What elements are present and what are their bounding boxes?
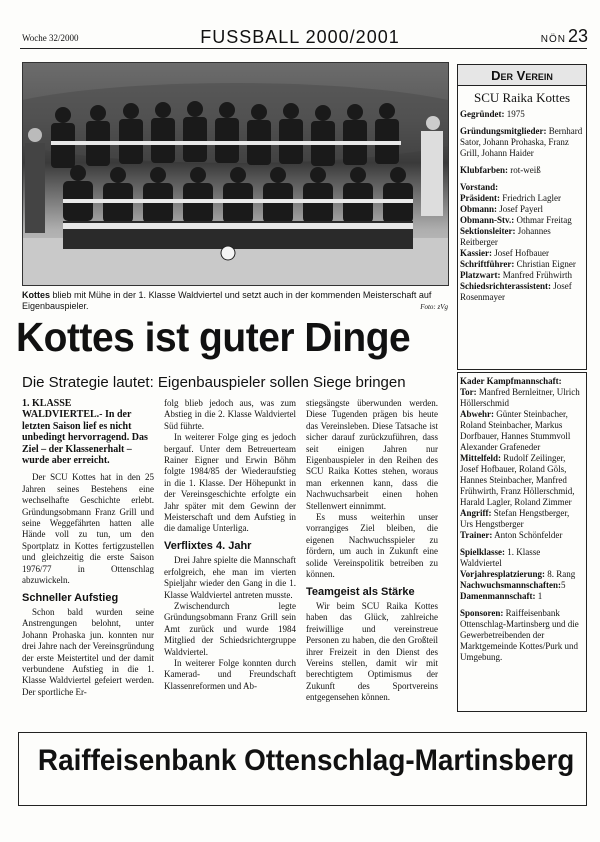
goalkeepers-label: Tor: [460,387,477,397]
team-photo [22,62,449,286]
section-heading: Teamgeist als Stärke [306,585,415,598]
colors-value: rot-weiß [508,165,541,175]
team-photo-illustration [23,63,448,285]
defense-value: Günter Steinbacher, Roland Steinbacher, Markus Dorfbauer, Hannes Stummvoll Alexander Grafeneder [460,409,571,452]
caption-bold: Kottes [22,290,51,300]
section-heading: Verflixtes 4. Jahr [164,539,252,552]
board-heading [460,182,584,193]
founded-row [460,109,584,120]
photo-caption [22,290,448,312]
league-row [460,547,584,569]
defense-row [460,409,584,453]
referee-row [460,281,584,303]
treasurer-row [460,248,584,259]
secretary-value: Christian Eigner [514,259,576,269]
vice-row [460,215,584,226]
midfield-label: Mittelfeld: [460,453,501,463]
section-lead-value: Johannes Reitberger [460,226,551,247]
founded-value: 1975 [504,109,525,119]
goalkeepers-value: Manfred Bernleitner, Ulrich Höllerschmid [460,387,580,408]
previous-rank-row [460,569,584,580]
chair-label: Obmann: [460,204,498,214]
section-heading: Schneller Aufstieg [22,591,119,604]
founders-value: Bernhard Sator, Johann Prohaska, Franz Grill, Johann Haider [460,126,583,158]
paragraph: Zwischendurch legte Gründungsobmann Franz Grill sein Amt zurück und wurde 1984 Mitglied der Schiedsrichtergruppe Waldviertel. [164,600,296,657]
coach-row [460,530,584,541]
founders-label: Gründungsmitglieder: [460,126,547,136]
vice-value: Othmar Freitag [514,215,572,225]
defense-label: Abwehr: [460,409,494,419]
youth-teams-label: Nachwuchsmannschaften: [460,580,562,590]
treasurer-label: Kassier: [460,248,492,258]
paragraph: Der SCU Kottes hat in den 25 Jahren seines Bestehens eine wechselhafte Geschichte erlebt. Gründungsobmann Franz Grill und seine Weggefährten hatten alle Hände voll zu tun, um den Sportplatz in Kottes fertigzustellen und gleichzeitig die erste Saison 1976/77 in Ottenschlag abzuwickeln. [22,472,154,586]
sponsors-label: Sponsoren: [460,608,504,618]
club-info-body [460,90,584,303]
section-lead-label: Sektionsleiter: [460,226,516,236]
squad-info-body [460,376,584,663]
founders-row [460,126,584,159]
league-label: Spielklasse: [460,547,506,557]
headline: Kottes ist guter Dinge [16,314,411,360]
page-number [541,26,588,47]
founded-label: Gegründet: [460,109,505,119]
page-number-value: 23 [567,26,588,46]
midfield-row [460,453,584,508]
previous-rank-label: Vorjahresplatzierung: [460,569,545,579]
issue-label: Woche 32/2000 [22,33,79,43]
attack-value: Stefan Hengstberger, Urs Hengstberger [460,508,570,529]
groundskeeper-row [460,270,584,281]
women-team-label: Damenmannschaft: [460,591,536,601]
advertisement-text: Raiffeisenbank Ottenschlag-Martinsberg [37,744,575,777]
paragraph: Drei Jahre spielte die Mannschaft erfolgreich, ehe man im vierten Spieljahr wieder den Gang in die 1. Klasse Waldviertel antreten musste. [164,555,296,600]
vice-label: Obmann-Stv.: [460,215,515,225]
attack-row [460,508,584,530]
photo-credit: Foto: zVg [420,303,448,311]
sponsors-row [460,608,584,663]
president-value: Friedrich Lagler [500,193,561,203]
chair-row [460,204,584,215]
squad-label: Kader Kampfmannschaft: [460,376,562,386]
women-team-row [460,591,584,602]
president-label: Präsident: [460,193,500,203]
groundskeeper-value: Manfred Frühwirth [500,270,572,280]
colors-row [460,165,584,176]
paragraph: In weiterer Folge konnten durch Kamerad- und Freundschaft Klassenreformen und Ab- [164,657,296,691]
coach-label: Trainer: [460,530,493,540]
sponsors-value: Raiffeisenbank Ottenschlag-Martinsberg und die Gewerbetreibenden der Marktgemeinde Kottes/Purk und Umgebung. [460,608,579,662]
midfield-value: Rudolf Zeilinger, Josef Hofbauer, Roland Göls, Hannes Steinbacher, Manfred Frühwirth, Franz Höllerschmid, Harald Lagler, Roland Zimmer [460,453,575,507]
caption-text: blieb mit Mühe in der 1. Klasse Waldviertel und setzt auch in der kommenden Meisterschaft auf Eigenbauspieler. [22,290,432,311]
paragraph: folg blieb jedoch aus, was zum Abstieg in die 2. Klasse Waldviertel Süd führte. [164,398,296,431]
president-row [460,193,584,204]
subheadline: Die Strategie lautet: Eigenbauspieler sollen Siege bringen [22,374,406,391]
referee-label: Schiedsrichterassistent: [460,281,551,291]
header-rule [20,48,587,49]
paragraph: Schon bald wurden seine Anstrengungen belohnt, unter Johann Prohaska jun. konnten nur drei Jahre nach der Vereinsgründung der erste Meistertitel und der damit verbundene Aufstieg in die 1. Klasse Waldviertel gefeiert werden. Der sportliche Er- [22,606,154,697]
paragraph: In weiterer Folge ging es jedoch bergauf. Unter dem Betreuerteam Rainer Eigner und Erwin Böhm folgte 1984/85 der Wiederaufstieg in die 1. Klasse. Der Höhepunkt in der Vereinsgeschichte erfolgte ein Jahr später mit dem Gewinn der Meisterschaft und dem Aufstieg in die damalige Unterliga. [164,432,296,534]
coach-value: Anton Schönfelder [492,530,563,540]
previous-rank-value: 8. Rang [545,569,576,579]
board-label: Vorstand: [460,182,499,192]
groundskeeper-label: Platzwart: [460,270,501,280]
goalkeepers-row [460,387,584,409]
chair-value: Josef Payerl [497,204,544,214]
secretary-label: Schriftführer: [460,259,515,269]
article-column-3 [306,398,438,704]
colors-label: Klubfarben: [460,165,509,175]
paragraph: Wir beim SCU Raika Kottes haben das Glück, zahlreiche freiwillige und vereinstreue Personen zu haben, die den Großteil ihrer Freizeit in den Dienst des Vereins stellen, damit wir mit berechtigtem Optimismus der Zukunft des Sportvereins entgegensehen können. [306,600,438,703]
youth-teams-value: 5 [561,580,566,590]
women-team-value: 1 [535,591,543,601]
referee-value: Josef Rosenmayer [460,281,572,302]
article-column-1 [22,398,154,698]
youth-teams-row [460,580,584,591]
club-name: SCU Raika Kottes [473,90,571,105]
squad-heading [460,376,584,387]
treasurer-value: Josef Hofbauer [492,248,549,258]
section-lead-row [460,226,584,248]
paper-name: NÖN [540,34,566,45]
club-info-title: Der Verein [457,64,587,86]
section-title: FUSSBALL 2000/2001 [200,27,400,47]
article-column-2 [164,398,296,692]
attack-label: Angriff: [460,508,492,518]
paragraph: Es muss weiterhin unser vorrangiges Ziel bleiben, die eigenen Nachwuchsspieler zu fördern, um auch in Zukunft eine solide Vereinspolitik betreiben zu können. [306,512,438,580]
lead-paragraph: 1. KLASSE WALDVIERTEL.- In der letzten Saison lief es nicht unbedingt hervorragend. Das Ziel – der Klassenerhalt – wurde aber erreicht. [22,398,148,467]
league-value: 1. Klasse Waldviertel [460,547,541,568]
paragraph: stiegsängste überwunden werden. Diese Tugenden prägen bis heute das Vereinsleben. Diese Tatsache ist sicher darauf zurückzuführen, dass seit einigen Jahren nur Eigenbauspieler in den Reihen des SCU Raika Kottes stehen, woraus man erkennen kann, dass die Nachwuchsarbeit einen hohen Stellenwert einnimmt. [306,398,438,511]
secretary-row [460,259,584,270]
